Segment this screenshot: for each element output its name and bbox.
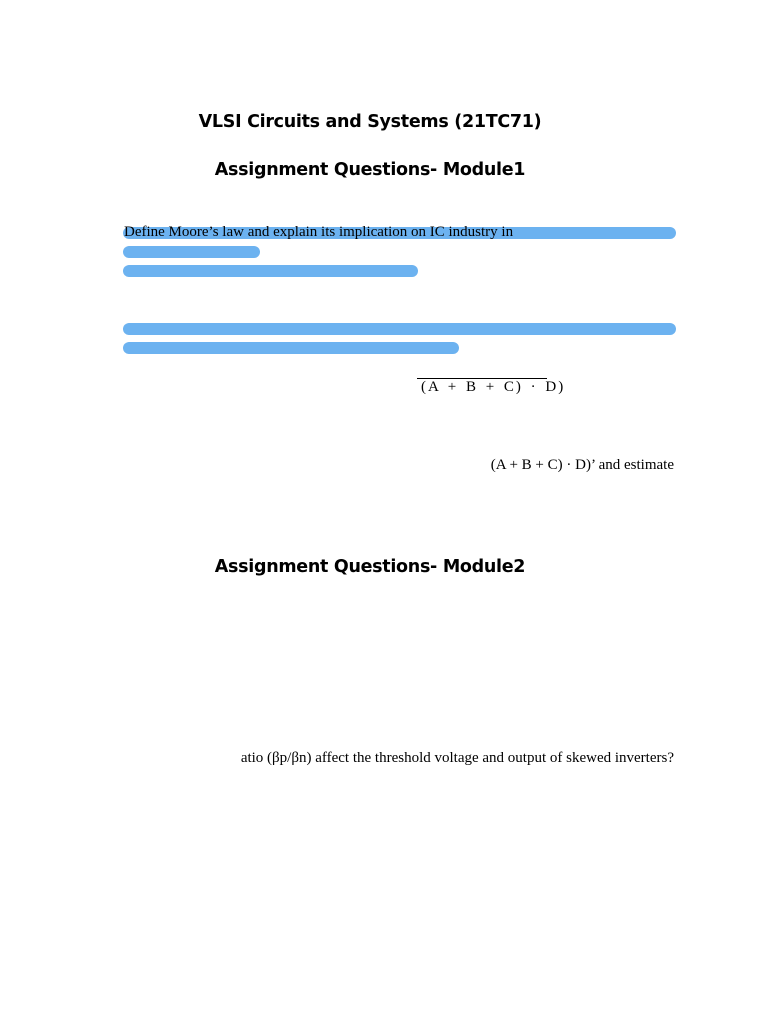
skewed-inverter-question: atio (βp/βn) affect the threshold voltage and output of skewed inverters? <box>240 750 674 766</box>
formula-expression: (A + B + C) · D) <box>421 379 566 395</box>
highlight-line-2 <box>123 246 260 258</box>
highlight-line-3 <box>123 265 418 277</box>
formula-inline-text: (A + B + C) · D)’ and estimate <box>490 457 674 473</box>
highlight-line-5 <box>123 342 459 354</box>
course-title: VLSI Circuits and Systems (21TC71) <box>198 112 542 132</box>
module1-heading: Assignment Questions- Module1 <box>214 160 526 180</box>
highlight-line-4 <box>123 323 676 335</box>
question1-text: Define Moore’s law and explain its implication on IC industry in <box>124 224 514 240</box>
module2-heading: Assignment Questions- Module2 <box>214 557 526 577</box>
